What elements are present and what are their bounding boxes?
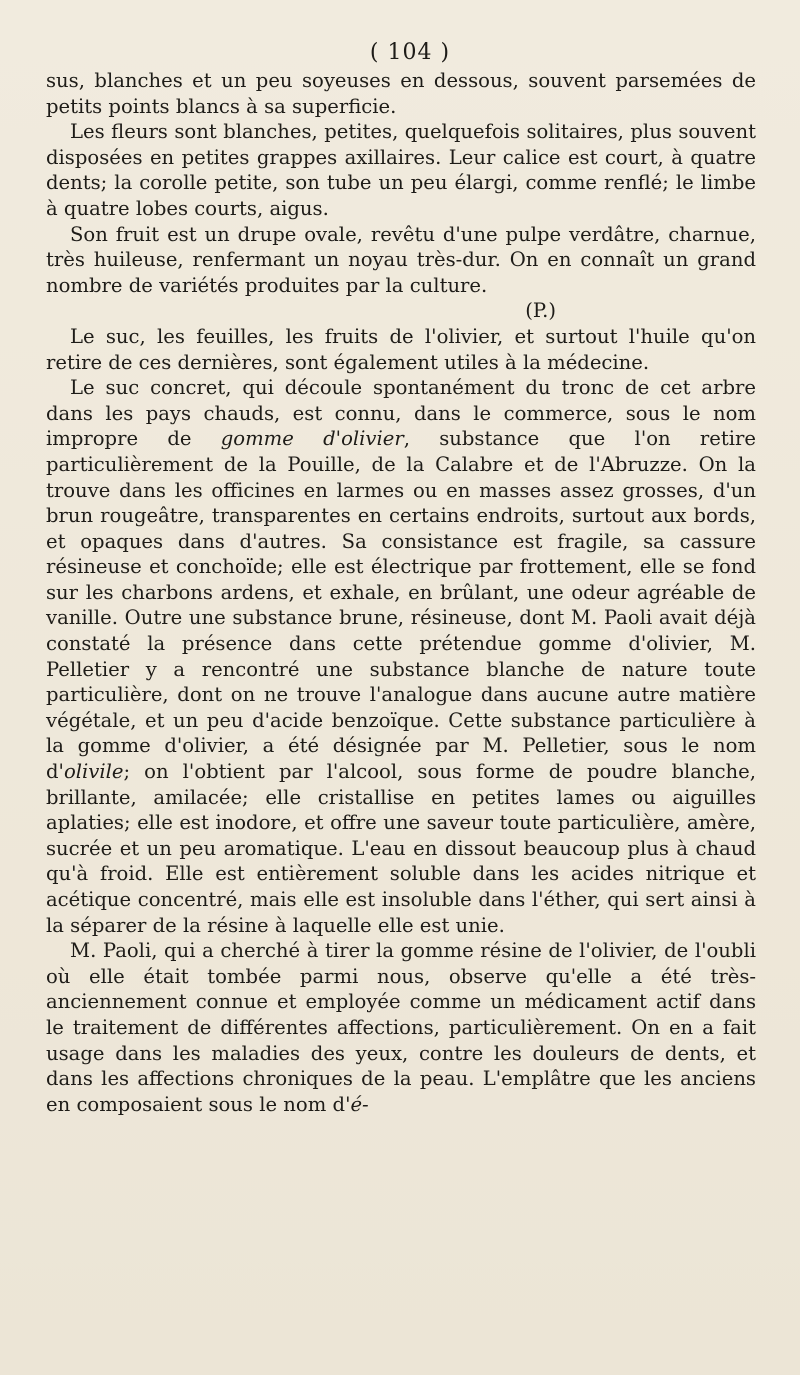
paragraph: [46, 938, 756, 1117]
text-run: Le suc, les feuilles, les fruits de l'olivier, et surtout l'huile qu'on retire de ces dernières, sont également utiles à la médecine.: [46, 324, 756, 374]
paragraph: [46, 68, 756, 119]
page-number: ( 104 ): [369, 40, 451, 65]
body-text: [46, 68, 756, 1117]
text-run: ; on l'obtient par l'alcool, sous forme de poudre blanche, brillante, amilacée; elle cristallise en petites lames ou aiguilles aplaties; elle est inodore, et offre une saveur toute particulière, amère, sucrée et un peu aromatique. L'eau en dissout beaucoup plus à chaud qu'à froid. Elle est entièrement soluble dans les acides nitrique et acétique concentré, mais elle est insoluble dans l'éther, qui sert ainsi à la séparer de la résine à laquelle elle est unie.: [46, 760, 756, 937]
signature: (P.): [525, 299, 556, 323]
text-run: M. Paoli, qui a cherché à tirer la gomme résine de l'olivier, de l'oubli où elle était tombée parmi nous, observe qu'elle a été très-anciennement connue et employée comme un médicament actif dans le traitement de différentes affections, particulièrement. On en a fait usage dans les maladies des yeux, contre les douleurs de dents, et dans les affections chroniques de la peau. L'emplâtre que les anciens en composaient sous le nom d': [46, 939, 756, 1116]
paragraph: [46, 324, 756, 375]
text-run: Le suc concret, qui découle spontanément du tronc de cet arbre dans les pays chauds, est connu, dans le commerce, sous le nom impropre de: [46, 376, 756, 451]
text-run: Les fleurs sont blanches, petites, quelquefois solitaires, plus souvent disposées en petites grappes axillaires. Leur calice est court, à quatre dents; la corolle petite, son tube un peu élargi, comme renflé; le limbe à quatre lobes courts, aigus.: [46, 120, 756, 220]
paragraph: [46, 375, 756, 938]
text-run: , substance que l'on retire particulièrement de la Pouille, de la Calabre et de l'Abruzze. On la trouve dans les officines en larmes ou en masses assez grosses, d'un brun rougeâtre, transparentes en certains endroits, surtout aux bords, et opaques dans d'autres. Sa consistance est fragile, sa cassure résineuse et conchoïde; elle est électrique par frottement, elle se fond sur les charbons ardens, et exhale, en brûlant, une odeur agréable de vanille. Outre une substance brune, résineuse, dont M. Paoli avait déjà constaté la présence dans cette prétendue gomme d'olivier, M. Pelletier y a rencontré une substance blanche de nature toute particulière, dont on ne trouve l'analogue dans aucune autre matière végétale, et un peu d'acide benzoïque. Cette substance particulière à la gomme d'olivier, a été désignée par M. Pelletier, sous le nom d': [46, 427, 756, 784]
italic-term: é-: [350, 1092, 369, 1116]
text-run: sus, blanches et un peu soyeuses en dessous, souvent parsemées de petits points blancs à sa superficie.: [46, 69, 756, 118]
text-run: Son fruit est un drupe ovale, revêtu d'une pulpe verdâtre, charnue, très huileuse, renfermant un noyau très-dur. On en connaît un grand nombre de variétés produites par la culture.: [46, 222, 756, 297]
paragraph: [46, 119, 756, 221]
italic-term: olivile: [63, 760, 124, 784]
paragraph: [46, 222, 756, 299]
italic-term: gomme d'olivier: [220, 427, 404, 451]
